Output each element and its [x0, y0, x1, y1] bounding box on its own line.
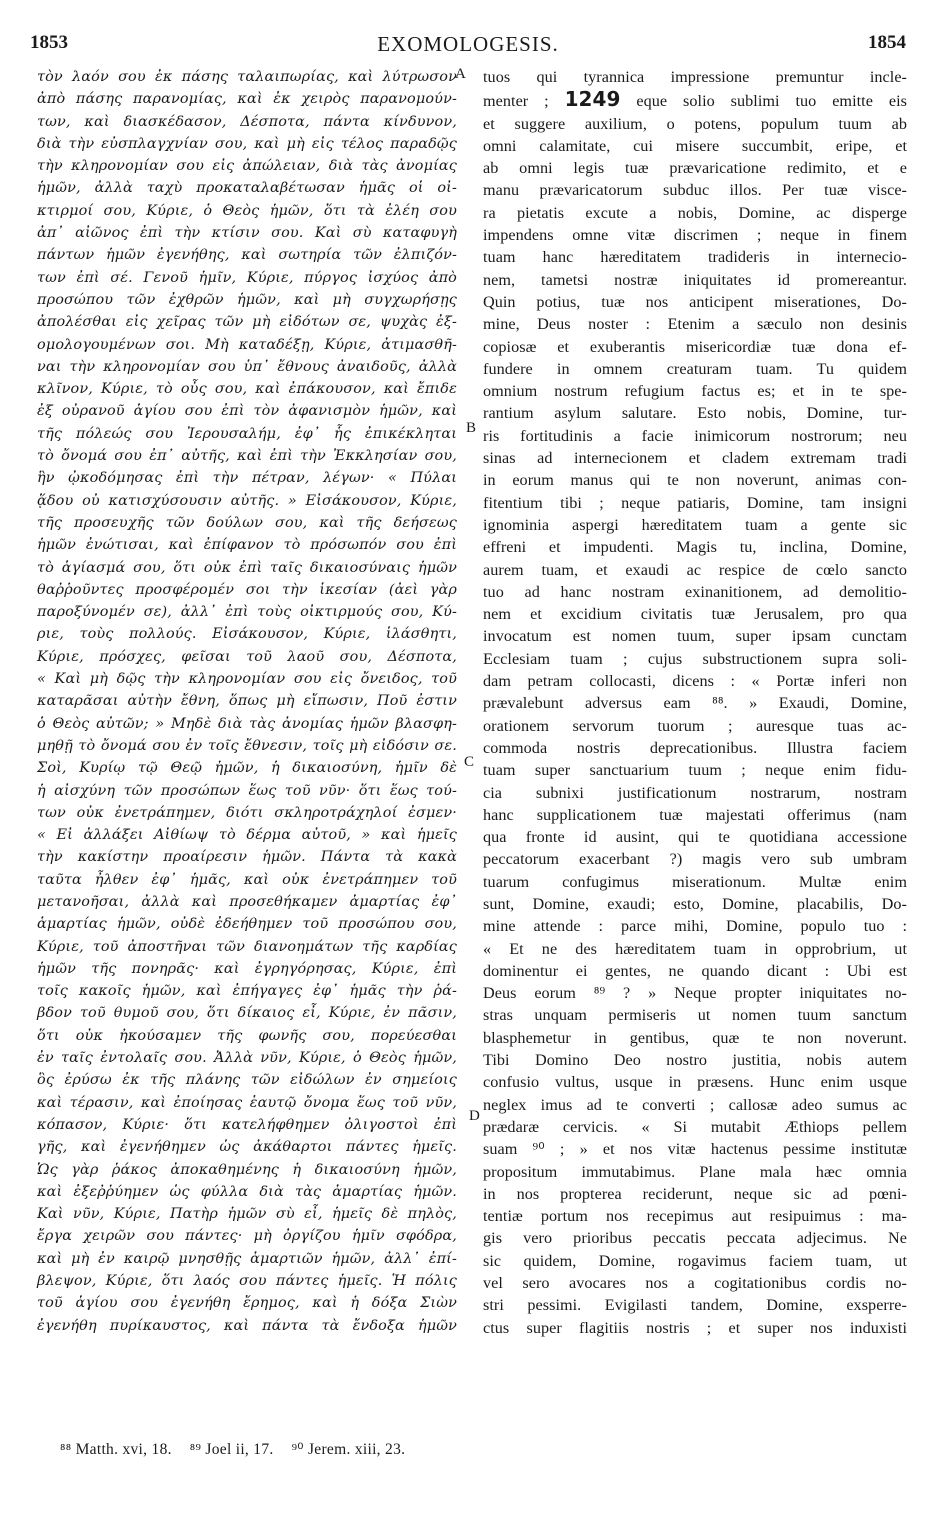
text-line: ἀπ᾽ αἰῶνος ἐπὶ τὴν κτίσιν σου. Καὶ σὺ καταφυγὴ [37, 225, 457, 242]
text-line: manu prævaricatorum subduc illos. Per tuæ visce- [483, 181, 907, 200]
text-line: aurem tuam, et exaudi ac respice de cœlo sancto [483, 560, 907, 579]
text-line: mine, Deus noster : Etenim a sæculo non desinis [483, 315, 907, 334]
text-line: nem, tametsi nostræ iniquitates id promereantur. [483, 270, 907, 289]
text-line: Ὡς γὰρ ῥάκος ἀποκαθημένης ἡ δικαιοσύνη ἡμῶν, [37, 1161, 457, 1178]
text-line: κτιρμοί σου, Κύριε, ὁ Θεὸς ἡμῶν, ὅτι τὰ ἐλέη σου [37, 202, 457, 219]
text-line: omni calamitate, cui misere succumbit, eripe, et [483, 136, 907, 155]
text-line: sic quidem, Domine, rogavimus faciem tuam, ut [483, 1251, 907, 1270]
text-line: blasphemetur in gentibus, quæ te non noverunt. [483, 1028, 907, 1047]
text-line: Ecclesiam tuam ; cujus substructionem supra soli- [483, 649, 907, 668]
text-line: ἡμῶν τῆς πονηρᾶς· καὶ ἐγρηγόρησας, Κύριε, ἐπὶ [37, 960, 457, 977]
footnotes [60, 1440, 860, 1459]
greek-text-column [37, 66, 457, 1337]
text-line: orationem servorum tuorum ; auresque tuas ac- [483, 716, 907, 735]
text-line: ἀπὸ πάσης παρανομίας, καὶ ἐκ χειρὸς παρανομούν- [37, 91, 457, 108]
text-line: impendens omne vitæ discrimen ; neque in finem [483, 226, 907, 245]
column-number: 1249 [564, 87, 621, 112]
text-line: τοῖς κακοῖς ἡμῶν, καὶ ἐπήγαγες ἐφ᾽ ἡμᾶς τὴν ῥά- [37, 983, 457, 1000]
text-line: commoda nostris deprecationibus. Illustra faciem [483, 738, 907, 757]
text-line: sunt, Domine, exaudi; esto, Domine, placabilis, Do- [483, 894, 907, 913]
text-line: διὰ τὴν εὐσπλαγχνίαν σου, καὶ μὴ εἰς τέλος παραδῷς [37, 135, 457, 152]
margin-marker-b: B [466, 420, 477, 436]
text-line: θαῤῥοῦντες προσφέρομέν σοι τὴν ἱκεσίαν (ἀεὶ γὰρ [37, 581, 457, 598]
text-line: qua fronte id ausint, qui te quotidiana accessione [483, 828, 907, 847]
text-line: τῆς πόλεώς σου Ἰερουσαλήμ, ἐφ᾽ ἧς ἐπικέκληται [37, 425, 457, 442]
footnote: ⁸⁹ Joel ii, 17. [189, 1441, 274, 1458]
text-line: γῆς, καὶ ἐγενήθημεν ὡς ἀκάθαρτοι πάντες ἡμεῖς. [37, 1139, 457, 1156]
text-line: ἔργα χειρῶν σου πάντες· μὴ ὀργίζου ἡμῖν σφόδρα, [37, 1228, 457, 1245]
text-line: ἀπολέσθαι εἰς χεῖρας τῶν μὴ εἰδότων σε, ψυχὰς ἐξ- [37, 314, 457, 331]
text-line: rantium asylum salutare. Esto nobis, Domine, tur- [483, 404, 907, 423]
text-line: sinas ad internecionem et cladem extremam tradi [483, 449, 907, 468]
text-line: vel sero avocares nos a cogitationibus cordis no- [483, 1274, 907, 1293]
text-line: neglex imus ad te converti ; callosæ adeo sumus ac [483, 1095, 907, 1114]
latin-text-column [483, 66, 907, 1339]
text-line: κόπασον, Κύριε· ὅτι κατελήφθημεν ὀλιγοστοὶ ἐπὶ [37, 1116, 457, 1133]
text-line [483, 88, 907, 112]
margin-marker-a: A [455, 66, 466, 82]
text-fragment: eque solio sublimi tuo emitte eis [636, 92, 907, 111]
text-line: ctus super flagitiis nostris ; et super nos induxisti [483, 1318, 907, 1337]
text-line: πάντων ἡμῶν ἐγενήθης, καὶ σωτηρία τῶν ἐλπιζόν- [37, 247, 457, 264]
text-line: suam ⁹⁰ ; » et nos vitæ hactenus pessime institutæ [483, 1140, 907, 1159]
text-line: ab omni legis tuæ prævaricatione redimito, et e [483, 159, 907, 178]
text-line: ὃς ἐρύσω ἐκ τῆς πλάνης τῶν εἰδώλων ἐν σημείοις [37, 1072, 457, 1089]
text-line: τῆς προσευχῆς τῶν δούλων σου, καὶ τῆς δεήσεως [37, 514, 457, 531]
text-line: stri pessimi. Evigilasti tandem, Domine, exsperre- [483, 1296, 907, 1315]
text-line: effreni et impudenti. Magis tu, inclina, Domine, [483, 538, 907, 557]
text-line: Κύριε, πρόσχες, φεῖσαι τοῦ λαοῦ σου, Δέσποτα, [37, 648, 457, 665]
text-line: των ἐπὶ σέ. Γενοῦ ἡμῖν, Κύριε, πύργος ἰσχύος ἀπὸ [37, 269, 457, 286]
text-line: καὶ τέρασιν, καὶ ἐποίησας ἑαυτῷ ὄνομα ἕως τοῦ νῦν, [37, 1094, 457, 1111]
text-line: ἡ αἰσχύνη τῶν προσώπων ἕως τοῦ νῦν· ὅτι ἕως τού- [37, 782, 457, 799]
text-line: tuarum confugimus miserationum. Multæ enim [483, 872, 907, 891]
text-line: ναι τὴν κληρονομίαν σου ὑπ᾽ ἔθνους ἀναιδοῦς, ἀλλὰ [37, 358, 457, 375]
text-line: dam petram collocasti, dicens : « Portæ inferi non [483, 672, 907, 691]
text-line: tuo ad hanc nostram exinanitionem, ad demolitio- [483, 582, 907, 601]
text-line: ταῦτα ἦλθεν ἐφ᾽ ἡμᾶς, καὶ οὐκ ἐνετράπημεν τοῦ [37, 871, 457, 888]
text-line: ra pietatis excute a nobis, Domine, ac disperge [483, 203, 907, 222]
text-line: cia subnixi justificationum nostrarum, nostram [483, 783, 907, 802]
text-line: τὸ ἁγίασμά σου, ὅτι οὐκ ἐπὶ ταῖς δικαιοσύναις ἡμῶν [37, 559, 457, 576]
text-line: in eorum manus qui te non noverunt, animas con- [483, 471, 907, 490]
text-line: βλεψον, Κύριε, ὅτι λαός σου πάντες ἡμεῖς. Ἡ πόλις [37, 1273, 457, 1290]
text-line: προσώπου τῶν ἐχθρῶν ἡμῶν, καὶ μὴ συγχωρήσῃς [37, 291, 457, 308]
text-line: μηθῇ τὸ ὄνομά σου ἐν τοῖς ἔθνεσιν, τοῖς μὴ εἰδόσιν σε. [37, 737, 457, 754]
text-line: ris fortitudinis a facie inimicorum nostrorum; neu [483, 426, 907, 445]
text-line: mine attende : parce mihi, Domine, populo tuo : [483, 917, 907, 936]
text-line: « Εἰ ἀλλάξει Αἰθίωψ τὸ δέρμα αὐτοῦ, » καὶ ἡμεῖς [37, 827, 457, 844]
text-line: confusio vultus, usque in præsens. Hunc enim usque [483, 1073, 907, 1092]
text-line: ἣν ᾠκοδόμησας ἐπὶ τὴν πέτραν, λέγων· « Πύλαι [37, 470, 457, 487]
text-line: prædaræ cervicis. « Si mutabit Æthiops pellem [483, 1117, 907, 1136]
text-line: Κύριε, τοῦ ἀποστῆναι τῶν διανοημάτων τῆς καρδίας [37, 938, 457, 955]
text-line: καταρᾶσαι αὐτὴν ἔθνη, ὅπως μὴ εἴπωσιν, Ποῦ ἐστιν [37, 693, 457, 710]
text-line: τοῦ ἁγίου σου ἐγενήθη ἔρημος, καὶ ἡ δόξα Σιὼν [37, 1295, 457, 1312]
text-line: ᾅδου οὐ κατισχύσουσιν αὐτῆς. » Εἰσάκουσον, Κύριε, [37, 492, 457, 509]
page-header [30, 32, 906, 60]
text-line: ἐγενήθη πυρίκαυστος, καὶ πάντα τὰ ἔνδοξα ἡμῶν [37, 1317, 457, 1334]
text-line: tentiæ portum nos recepimus aut resipuimus : ma- [483, 1207, 907, 1226]
text-line: παροξύνομέν σε), ἀλλ᾽ ἐπὶ τοὺς οἰκτιρμούς σου, Κύ- [37, 604, 457, 621]
text-line: « Et ne des hæreditatem tuam in opprobrium, ut [483, 939, 907, 958]
text-line: ἁμαρτίας ἡμῶν, οὐδὲ ἐδεήθημεν τοῦ προσώπου σου, [37, 916, 457, 933]
text-line: τὸ ὄνομά σου ἐπ᾽ αὐτῆς, καὶ ἐπὶ τὴν Ἐκκλησίαν σου, [37, 448, 457, 465]
text-line: Quin potius, tuæ nos anticipent miserationes, Do- [483, 292, 907, 311]
text-line: « Καὶ μὴ δῷς τὴν κληρονομίαν σου εἰς ὄνειδος, τοῦ [37, 671, 457, 688]
text-line: hanc supplicationem tuæ majestati offerimus (nam [483, 805, 907, 824]
text-line: peccatorum exacerbant ?) magis vero sub umbram [483, 850, 907, 869]
text-line: prævalebunt adversus eam ⁸⁸. » Exaudi, Domine, [483, 694, 907, 713]
text-line: των οὐκ ἐνετράπημεν, διότι σκληροτράχηλοί ἐσμεν· [37, 804, 457, 821]
text-line: fitentium tibi ; neque patiaris, Domine, tam insigni [483, 493, 907, 512]
text-line: Tibi Domino Deo nostro justitia, nobis autem [483, 1051, 907, 1070]
text-line: ἡμῶν ἐνώτισαι, καὶ ἐπίφανον τὸ πρόσωπόν σου ἐπὶ [37, 537, 457, 554]
text-line: τὸν λαόν σου ἐκ πάσης ταλαιπωρίας, καὶ λύτρωσον [37, 69, 457, 85]
text-line: καὶ ἐξεῤῥύημεν ὡς φύλλα διὰ τὰς ἁμαρτίας ἡμῶν. [37, 1183, 457, 1200]
text-line: ἐξ οὐρανοῦ ἁγίου σου ἐπὶ τὸν ἀφανισμὸν ἡμῶν, καὶ [37, 403, 457, 420]
text-line: καὶ μὴ ἐν καιρῷ μνησθῇς ἁμαρτιῶν ἡμῶν, ἀλλ᾽ ἐπί- [37, 1250, 457, 1267]
text-line: κλῖνον, Κύριε, τὸ οὖς σου, καὶ ἐπάκουσον, καὶ ἔπιδε [37, 381, 457, 398]
text-line: τὴν κακίστην προαίρεσιν ἡμῶν. Πάντα τὰ κακὰ [37, 849, 457, 866]
footnote: ⁹⁰ Jerem. xiii, 23. [291, 1441, 406, 1458]
text-line: ἐν ταῖς ἐντολαῖς σου. Ἀλλὰ νῦν, Κύριε, ὁ Θεὸς ἡμῶν, [37, 1050, 457, 1067]
text-line: in nos propterea reciderunt, neque sic ad pœni- [483, 1184, 907, 1203]
text-line: dominentur ei gentes, ne quando dicant : Ubi est [483, 961, 907, 980]
left-page-number: 1853 [30, 32, 68, 53]
text-line: omnium nostrum refugium factus es; et in te spe- [483, 382, 907, 401]
text-line: βδον τοῦ θυμοῦ σου, ὅτι δίκαιος εἶ, Κύριε, ἐν πᾶσιν, [37, 1005, 457, 1022]
text-line: et suggere auxilium, o potens, populum tuum ab [483, 114, 907, 133]
text-line: invocatum est nomen tuum, super ipsam cunctam [483, 627, 907, 646]
margin-marker-d: D [469, 1108, 480, 1124]
text-line: Καὶ νῦν, Κύριε, Πατὴρ ἡμῶν σὺ εἶ, ἡμεῖς δὲ πηλὸς, [37, 1206, 457, 1223]
margin-marker-c: C [464, 754, 475, 770]
footnote: ⁸⁸ Matth. xvi, 18. [60, 1441, 172, 1458]
running-title: EXOMOLOGESIS. [377, 32, 559, 56]
text-line: tuos qui tyrannica impressione premuntur incle- [483, 68, 907, 86]
text-line: ομολογουμένων σοι. Μὴ καταδέξῃ, Κύριε, ἀτιμασθῆ- [37, 336, 457, 353]
text-line: stras unquam permiseris ut nomen tuum sanctum [483, 1006, 907, 1025]
right-page-number: 1854 [868, 32, 906, 53]
text-line: των, καὶ διασκέδασον, Δέσποτα, πάντα κίνδυνον, [37, 113, 457, 130]
text-line: fundere in omnem creaturam tuam. Tu quidem [483, 359, 907, 378]
text-line: nem et excidium civitatis tuæ Jerusalem, pro qua [483, 605, 907, 624]
text-fragment: menter ; [483, 92, 549, 111]
text-line: propositum immutabimus. Plane mala hæc omnia [483, 1162, 907, 1181]
text-line: tuam hanc hæreditatem tradideris in internecio- [483, 248, 907, 267]
text-line: ignominia aspergi hæreditatem tuam a gente sic [483, 515, 907, 534]
text-line: tuam super sanctuarium tuum ; neque enim fidu- [483, 761, 907, 780]
text-line: ὅτι οὐκ ἠκούσαμεν τῆς φωνῆς σου, πορεύεσθαι [37, 1027, 457, 1044]
text-line: ὁ Θεὸς αὐτῶν; » Μηδὲ διὰ τὰς ἀνομίας ἡμῶν βλασφη- [37, 715, 457, 732]
text-line: μετανοῆσαι, ἀλλὰ καὶ προσεθήκαμεν ἁμαρτίας ἐφ᾽ [37, 893, 457, 910]
text-line: Σοὶ, Κυρίῳ τῷ Θεῷ ἡμῶν, ἡ δικαιοσύνη, ἡμῖν δὲ [37, 760, 457, 777]
text-line: ἡμῶν, ἀλλὰ ταχὺ προκαταλαβέτωσαν ἡμᾶς οἱ οἰ- [37, 180, 457, 197]
text-line: τὴν κληρονομίαν σου εἰς ἀπώλειαν, διὰ τὰς ἀνομίας [37, 158, 457, 175]
text-line: Deus eorum ⁸⁹ ? » Neque propter iniquitates no- [483, 984, 907, 1003]
text-line: gis vero prioribus peccatis peccata adjecimus. Ne [483, 1229, 907, 1248]
text-line: copiosæ et exuberantis misericordiæ tuæ dona ef- [483, 337, 907, 356]
text-line: ριε, τοὺς πολλούς. Εἰσάκουσον, Κύριε, ἱλάσθητι, [37, 626, 457, 643]
